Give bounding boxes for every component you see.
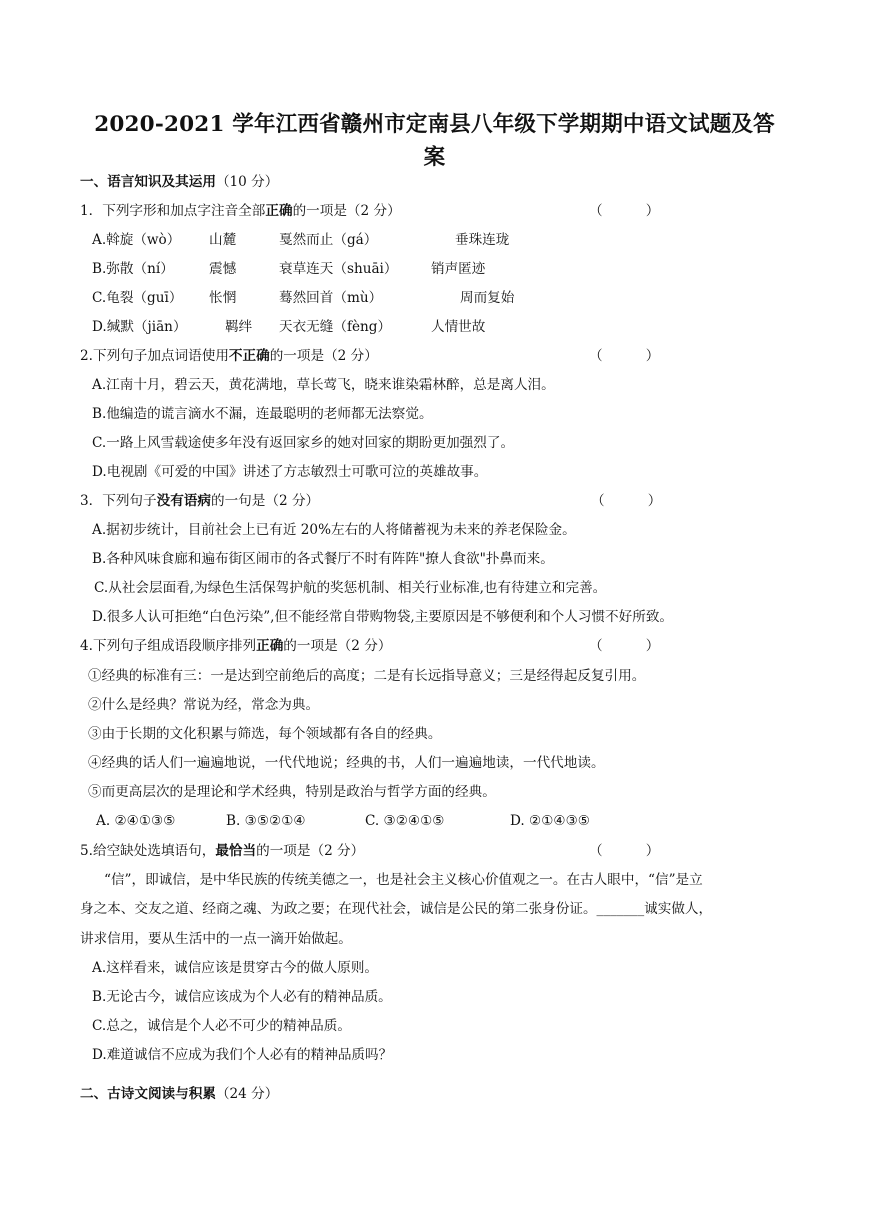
document-title (60, 108, 809, 174)
option-part: 羁绊 (225, 319, 253, 335)
q2-option-d: D.电视剧《可爱的中国》讲述了方志敏烈士可歌可泣的英雄故事。 (92, 464, 488, 480)
stem-text: 2.下列句子加点词语使用 (80, 348, 229, 364)
option-part: 天衣无缝（fèng） (279, 319, 392, 335)
answer-blank-1: （ ） (589, 203, 660, 219)
q5-option-c: C.总之，诚信是个人必不可少的精神品质。 (92, 1018, 351, 1034)
q4-sentence-4: ④经典的话人们一遍遍地说，一代代地说；经典的书，人们一遍遍地读，一代代地读。 (88, 755, 605, 771)
q2-option-b: B.他编造的谎言滴水不漏，连最聪明的老师都无法察觉。 (92, 406, 433, 422)
question-2-stem (80, 346, 378, 366)
stem-text: 5.给空缺处选填语句， (80, 843, 216, 859)
option-part: 山麓 (209, 232, 237, 248)
q5-option-a: A.这样看来，诚信应该是贯穿古今的做人原则。 (92, 960, 379, 976)
q4-option-c: C. ③②④①⑤ (365, 813, 445, 829)
q4-option-b: B. ③⑤②①④ (226, 813, 306, 829)
q4-option-d: D. ②①④③⑤ (510, 813, 590, 829)
stem-text: 1．下列字形和加点字注音全部 (80, 203, 266, 219)
option-part: A.斡旋（wò） (92, 232, 181, 248)
section-heading-text: 一、语言知识及其运用 (80, 174, 216, 190)
q4-option-a: A. ②④①③⑤ (96, 813, 176, 829)
q4-sentence-3: ③由于长期的文化积累与筛选，每个领域都有各自的经典。 (88, 726, 442, 742)
stem-emphasis: 最恰当 (215, 843, 257, 859)
answer-blank-3: （ ） (591, 493, 662, 509)
stem-text: 的一句是（2 分） (211, 493, 320, 509)
q2-option-a: A.江南十月，碧云天，黄花满地，草长莺飞，晓来谁染霜林醉，总是离人泪。 (92, 377, 555, 393)
option-part: B.弥散（ní） (92, 261, 174, 277)
section-2-heading (80, 1084, 278, 1104)
option-part: 戛然而止（gá） (279, 232, 378, 248)
q5-option-d: D.难道诚信不应成为我们个人必有的精神品质吗？ (92, 1047, 393, 1063)
q2-option-c: C.一路上风雪载途使多年没有返回家乡的她对回家的期盼更加强烈了。 (92, 435, 515, 451)
q5-passage-line-1: “信”，即诚信，是中华民族的传统美德之一，也是社会主义核心价值观之一。在古人眼中，“信”是立 (104, 872, 703, 888)
answer-blank-2: （ ） (589, 348, 660, 364)
q3-option-d: D.很多人认可拒绝“白色污染”,但不能经常自带购物袋,主要原因是不够便利和个人习惯不好所致。 (92, 609, 674, 625)
stem-text: 的一项是（2 分） (256, 843, 365, 859)
stem-emphasis: 不正确 (228, 348, 270, 364)
q4-sentence-1: ①经典的标准有三：一是达到空前绝后的高度；二是有长远指导意义；三是经得起反复引用。 (88, 668, 646, 684)
section-points: （10 分） (215, 174, 279, 190)
option-part: 震憾 (209, 261, 237, 277)
q4-sentence-5: ⑤而更高层次的是理论和学术经典，特别是政治与哲学方面的经典。 (88, 784, 496, 800)
option-part: 垂珠连珑 (455, 232, 510, 248)
q5-passage-line-3: 讲求信用，要从生活中的一点一滴开始做起。 (80, 931, 352, 947)
question-3-stem (80, 491, 319, 511)
stem-emphasis: 正确 (265, 203, 293, 219)
q5-passage-line-2: 身之本、交友之道、经商之魂、为政之要；在现代社会，诚信是公民的第二张身份证。_______诚实做人， (80, 901, 713, 917)
title-line-1: 2020-2021 学年江西省赣州市定南县八年级下学期期中语文试题及答 (94, 112, 775, 137)
option-part: 销声匿迹 (431, 261, 486, 277)
q3-option-c: C.从社会层面看,为绿色生活保驾护航的奖惩机制、相关行业标准,也有待建立和完善。 (94, 580, 607, 596)
stem-text: 的一项是（2 分） (292, 203, 401, 219)
answer-blank-4: （ ） (589, 638, 660, 654)
q3-option-b: B.各种风味食廊和遍布街区闹市的各式餐厅不时有阵阵"撩人食欲"扑鼻而来。 (92, 551, 554, 567)
stem-text: 的一项是（2 分） (269, 348, 378, 364)
option-part: 周而复始 (460, 290, 515, 306)
option-part: D.缄默（jiān） (92, 319, 187, 335)
question-1-stem (80, 201, 401, 221)
stem-text: 4.下列句子组成语段顺序排列 (80, 638, 257, 654)
option-part: 衰草连天（shuāi） (279, 261, 398, 277)
title-line-2: 案 (423, 145, 446, 170)
stem-emphasis: 正确 (256, 638, 284, 654)
q4-sentence-2: ②什么是经典？常说为经，常念为典。 (88, 697, 320, 713)
option-part: 人情世故 (431, 319, 486, 335)
section-heading-text: 二、古诗文阅读与积累 (80, 1086, 216, 1102)
answer-blank-5: （ ） (589, 843, 660, 859)
stem-emphasis: 没有语病 (156, 493, 211, 509)
question-5-stem (80, 841, 364, 861)
option-part: 怅惘 (209, 290, 237, 306)
question-4-stem (80, 636, 391, 656)
q3-option-a: A.据初步统计，目前社会上已有近 20%左右的人将储蓄视为未来的养老保险金。 (92, 522, 576, 538)
stem-text: 3．下列句子 (80, 493, 157, 509)
option-part: 蓦然回首（mù） (279, 290, 383, 306)
stem-text: 的一项是（2 分） (283, 638, 392, 654)
section-points: （24 分） (215, 1086, 279, 1102)
q5-option-b: B.无论古今，诚信应该成为个人必有的精神品质。 (92, 989, 392, 1005)
section-1-heading (80, 172, 278, 192)
option-part: C.龟裂（guī） (92, 290, 183, 306)
